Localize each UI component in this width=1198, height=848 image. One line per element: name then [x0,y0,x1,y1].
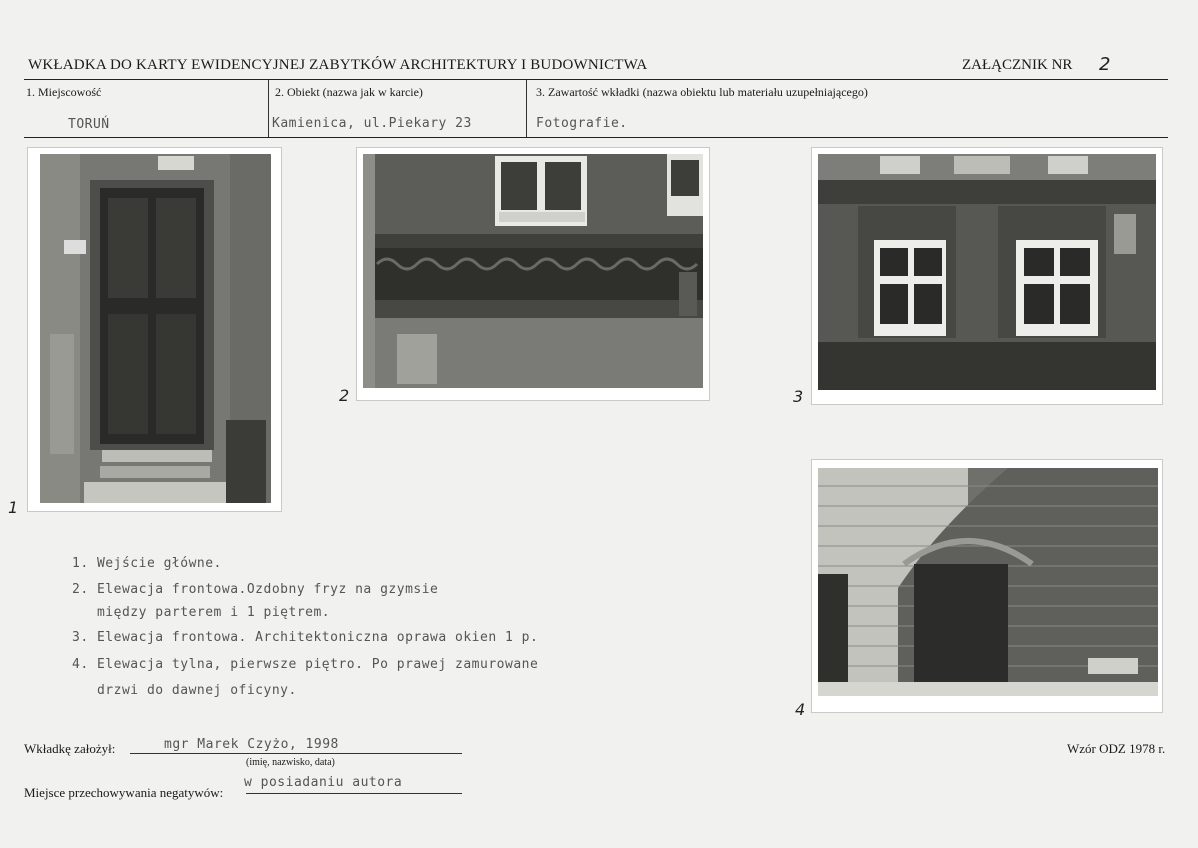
photo-3-windows [812,148,1162,404]
caption-3: 3. Elewacja frontowa. Architektoniczna oprawa okien 1 p. [72,630,539,645]
photo-4-number: 4 [795,700,806,719]
storage-line [246,793,462,794]
photo-1-number: 1 [8,498,19,517]
author-line [130,753,462,754]
caption-4: 4. Elewacja tylna, pierwsze piętro. Po prawej zamurowane [72,657,539,672]
contents-value: Fotografie. [536,116,628,131]
storage-label: Miejsce przechowywania negatywów: [24,785,224,800]
photo-1-main-entrance [28,148,281,511]
form-title: WKŁADKA DO KARTY EWIDENCYJNEJ ZABYTKÓW ARCHITEKTURY I BUDOWNICTWA [28,57,648,73]
caption-2: 2. Elewacja frontowa.Ozdobny fryz na gzymsie [72,582,439,597]
storage-value: w posiadaniu autora [244,775,403,790]
photo-3-number: 3 [793,387,804,406]
author-hint: (imię, nazwisko, data) [246,757,335,768]
contents-label: 3. Zawartość wkładki (nazwa obiektu lub materiału uzupełniającego) [536,85,868,99]
locality-label: 1. Miejscowość [26,85,102,99]
attachment-number: 2 [1099,54,1111,75]
photo-2-number: 2 [339,386,350,405]
caption-2-cont: między parterem i 1 piętrem. [72,605,331,620]
caption-1: 1. Wejście główne. [72,556,222,571]
field-divider [268,80,269,138]
author-value: mgr Marek Czyżo, 1998 [164,737,339,752]
form-identifier: Wzór ODZ 1978 r. [1067,741,1166,756]
object-value: Kamienica, ul.Piekary 23 [272,116,472,131]
attachment-label: ZAŁĄCZNIK NR [962,57,1073,73]
header-rule [24,79,1168,80]
field-divider [526,80,527,138]
caption-4-cont: drzwi do dawnej oficyny. [72,683,297,698]
author-label: Wkładkę założył: [24,741,116,756]
photo-4-rear-elevation [812,460,1162,712]
table-bottom-rule [24,137,1168,138]
object-label: 2. Obiekt (nazwa jak w karcie) [275,85,423,99]
photo-2-frieze [357,148,709,400]
locality-value: TORUŃ [68,117,110,132]
